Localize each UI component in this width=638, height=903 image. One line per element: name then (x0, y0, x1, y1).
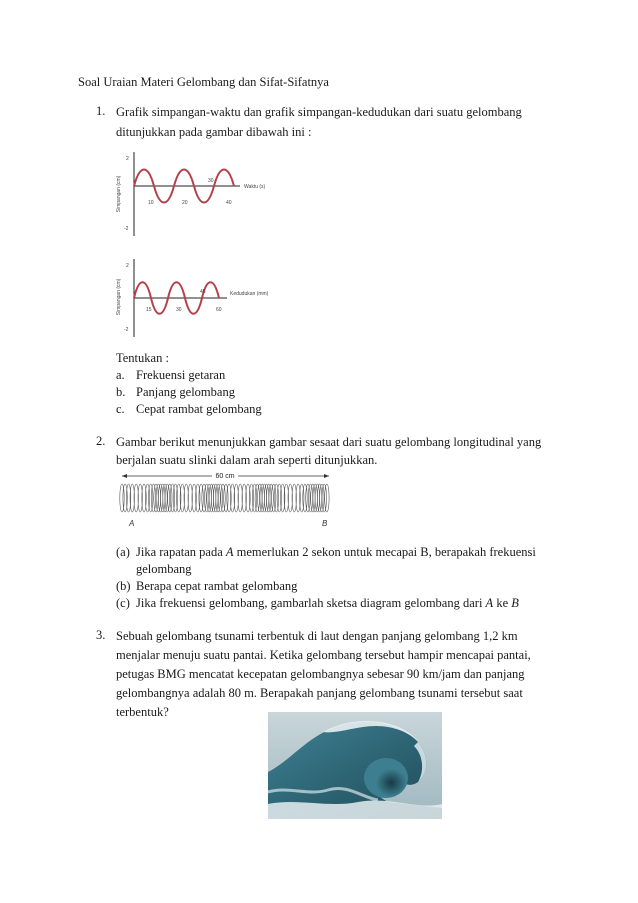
graph1-y-top: 2 (126, 156, 129, 162)
slinky-coil (325, 484, 329, 512)
graph1-y-bottom: -2 (124, 226, 129, 232)
q1-prompt: Tentukan : (116, 351, 169, 365)
length-label: 60 cm (215, 473, 235, 480)
q1-item-c-label: c. (116, 402, 125, 416)
q3-last-line: terbentuk? (116, 705, 169, 719)
slinky-coils (120, 484, 329, 512)
q1-line1: Grafik simpangan-waktu dan grafik simpangan-kedudukan dari suatu gelombang (116, 105, 522, 119)
q2-item-c-italic-b: B (511, 596, 519, 610)
displacement-time-graph (112, 148, 272, 238)
q1-item-a-label: a. (116, 368, 125, 382)
graph2-x-label: Kedudukan (mm) (230, 291, 269, 297)
graph1-tick: 40 (226, 200, 232, 206)
graph1-x-label: Waktu (s) (244, 184, 266, 190)
q2-item-c-mid: ke (493, 596, 512, 610)
slinky-coil (202, 484, 206, 512)
q2-item-a-label: (a) (116, 545, 130, 559)
point-a-label: A (129, 519, 135, 528)
q1-item-a-text: Frekuensi getaran (136, 368, 226, 382)
q2-item-b-text: Berapa cepat rambat gelombang (136, 579, 298, 593)
q3-number: 3. (96, 628, 106, 642)
point-b-label: B (322, 519, 328, 528)
graph2-tick: 60 (216, 307, 222, 313)
slinky-coil (306, 484, 310, 512)
q2-item-b-label: (b) (116, 579, 131, 593)
graph1-tick: 30 (208, 178, 214, 184)
page-title: Soal Uraian Materi Gelombang dan Sifat-Sifatnya (78, 75, 329, 89)
graph2-tick: 45 (200, 289, 206, 295)
slinky-diagram (114, 466, 344, 532)
q3-line: petugas BMG mencatat kecepatan gelombangnya sebesar 90 km/jam dan panjang (116, 667, 525, 681)
q2-line2: berjalan suatu slinki dalam arah seperti ditunjukkan. (116, 453, 378, 467)
q2-item-a-text-part1: Jika rapatan pada (136, 545, 226, 559)
q1-line2: ditunjukkan pada gambar dibawah ini : (116, 125, 312, 139)
q2-item-a-text-part2: memerlukan 2 sekon untuk mecapai B, berapakah frekuensi (233, 545, 536, 559)
q2-item-c-text-part1: Jika frekuensi gelombang, gambarlah sketsa diagram gelombang dari (136, 596, 486, 610)
graph1-tick: 10 (148, 200, 154, 206)
q1-item-b-text: Panjang gelombang (136, 385, 235, 399)
q3-line: gelombangnya adalah 80 m. Berapakah panjang gelombang tsunami tersebut saat (116, 686, 523, 700)
q2-item-a-text (136, 544, 536, 560)
q1-item-c-text: Cepat rambat gelombang (136, 402, 262, 416)
slinky-coil (252, 484, 256, 512)
slinky-coil (148, 484, 152, 512)
graph1-tick: 20 (182, 200, 188, 206)
slinky-coil (151, 484, 155, 512)
arrow-left-icon (122, 474, 127, 478)
graph2-y-label: Simpangan (cm) (116, 278, 122, 316)
tsunami-wave-image (268, 712, 442, 819)
q2-number: 2. (96, 434, 106, 448)
q2-item-a-italic: A (225, 545, 234, 559)
q1-number: 1. (96, 104, 106, 118)
slinky-coil (255, 484, 259, 512)
q2-item-c-label: (c) (116, 596, 130, 610)
displacement-position-graph (112, 255, 272, 340)
q3-line: menjalar menuju suatu pantai. Ketika gelombang tersebut hampir mencapai pantai, (116, 648, 531, 662)
arrow-right-icon (324, 474, 329, 478)
q1-item-b-label: b. (116, 385, 126, 399)
graph1-y-label: Simpangan (cm) (116, 175, 122, 213)
graph2-y-bottom: -2 (124, 327, 129, 333)
graph2-tick: 30 (176, 307, 182, 313)
graph2-y-top: 2 (126, 263, 129, 269)
q3-line: Sebuah gelombang tsunami terbentuk di laut dengan panjang gelombang 1,2 km (116, 629, 518, 643)
q2-item-c-text (136, 595, 519, 611)
q2-item-a-continuation: gelombang (136, 562, 192, 576)
q2-item-c-italic-a: A (485, 596, 494, 610)
q2-line1: Gambar berikut menunjukkan gambar sesaat dari suatu gelombang longitudinal yang (116, 435, 542, 449)
graph2-tick: 15 (146, 307, 152, 313)
